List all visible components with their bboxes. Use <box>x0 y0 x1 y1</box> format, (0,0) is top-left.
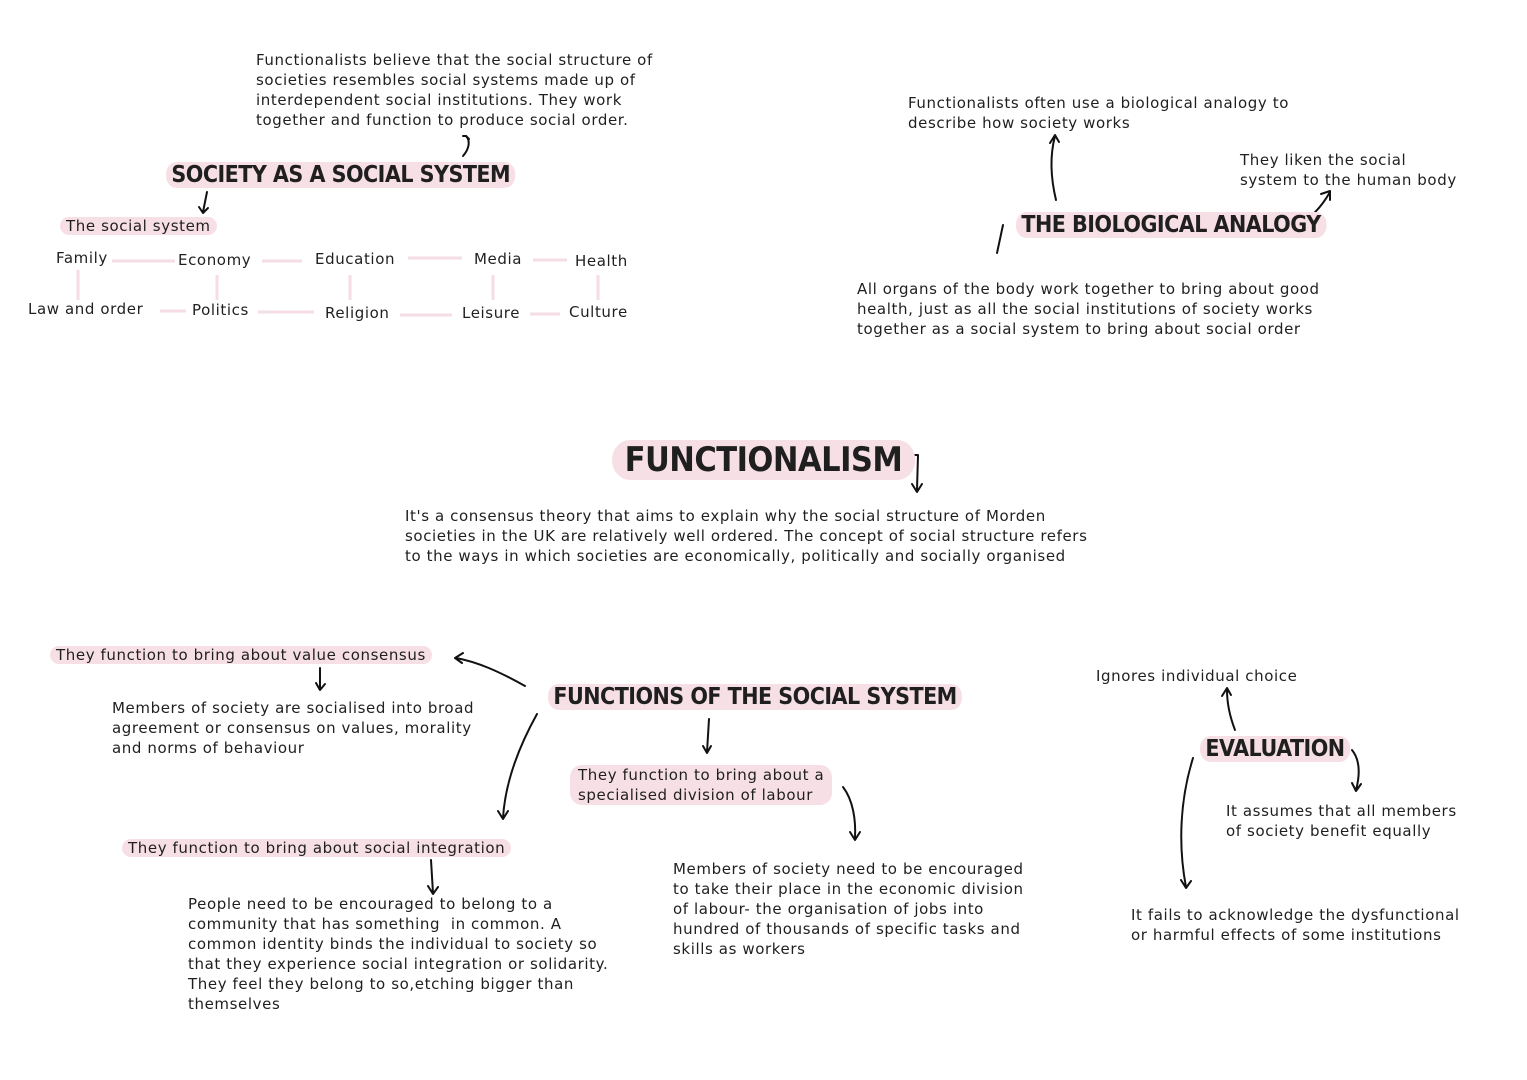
analogy-note-bottom: All organs of the body work together to bring about good health, just as all the social institutions of society works together as a social system to bring about social order <box>857 280 1320 338</box>
biological-analogy-heading <box>1016 212 1326 238</box>
society-system-heading-text: SOCIETY AS A SOCIAL SYSTEM <box>166 162 515 188</box>
page-title-text: FUNCTIONALISM <box>612 440 915 480</box>
value-consensus-detail: Members of society are socialised into broad agreement or consensus on values, morality and norms of behaviour <box>112 699 475 757</box>
evaluation-heading <box>1200 736 1350 762</box>
evaluation-point-dysfunction: It fails to acknowledge the dysfunctional or harmful effects of some institutions <box>1131 906 1460 944</box>
biological-analogy-heading-text: THE BIOLOGICAL ANALOGY <box>1016 212 1326 238</box>
institution-health: Health <box>575 252 628 270</box>
functions-heading <box>548 684 962 710</box>
institution-family: Family <box>56 249 108 267</box>
integration-label <box>122 839 511 857</box>
evaluation-heading-text: EVALUATION <box>1200 736 1350 762</box>
society-system-heading <box>166 162 515 188</box>
institution-politics: Politics <box>192 301 249 319</box>
division-label-text: They function to bring about a specialised division of labour <box>570 765 832 805</box>
value-consensus-label <box>50 646 432 664</box>
social-system-label-text: The social system <box>60 217 217 235</box>
evaluation-point-benefit: It assumes that all members of society benefit equally <box>1226 802 1457 840</box>
analogy-note-right: They liken the social system to the human body <box>1240 151 1457 189</box>
institution-economy: Economy <box>178 251 252 269</box>
page-title <box>612 440 915 480</box>
intro-text: It's a consensus theory that aims to explain why the social structure of Morden societies in the UK are relatively well ordered. The concept of social structure refers to the ways in which societies are economically, politically and socially organised <box>405 507 1088 565</box>
institution-law-and-order: Law and order <box>28 300 144 318</box>
functions-heading-text: FUNCTIONS OF THE SOCIAL SYSTEM <box>548 684 962 710</box>
value-consensus-label-text: They function to bring about value consensus <box>50 646 432 664</box>
institution-culture: Culture <box>569 303 628 321</box>
integration-detail: People need to be encouraged to belong to a community that has something in common. A common identity binds the individual to society so that they experience social integration or solidarity. They feel they belong to so,etching bigger than themselves <box>188 895 609 1013</box>
division-label <box>570 765 832 805</box>
evaluation-point-individual-choice: Ignores individual choice <box>1096 667 1298 685</box>
integration-label-text: They function to bring about social integration <box>122 839 511 857</box>
institution-media: Media <box>474 250 523 268</box>
institution-leisure: Leisure <box>462 304 521 322</box>
social-system-label <box>60 217 217 235</box>
institution-education: Education <box>315 250 396 268</box>
society-system-description: Functionalists believe that the social structure of societies resembles social systems made up of interdependent social institutions. They work together and function to produce social order. <box>256 51 653 129</box>
analogy-note-top: Functionalists often use a biological analogy to describe how society works <box>908 94 1289 132</box>
division-detail: Members of society need to be encouraged to take their place in the economic division of labour- the organisation of jobs into hundred of thousands of specific tasks and skills as workers <box>673 860 1024 958</box>
institution-religion: Religion <box>325 304 390 322</box>
